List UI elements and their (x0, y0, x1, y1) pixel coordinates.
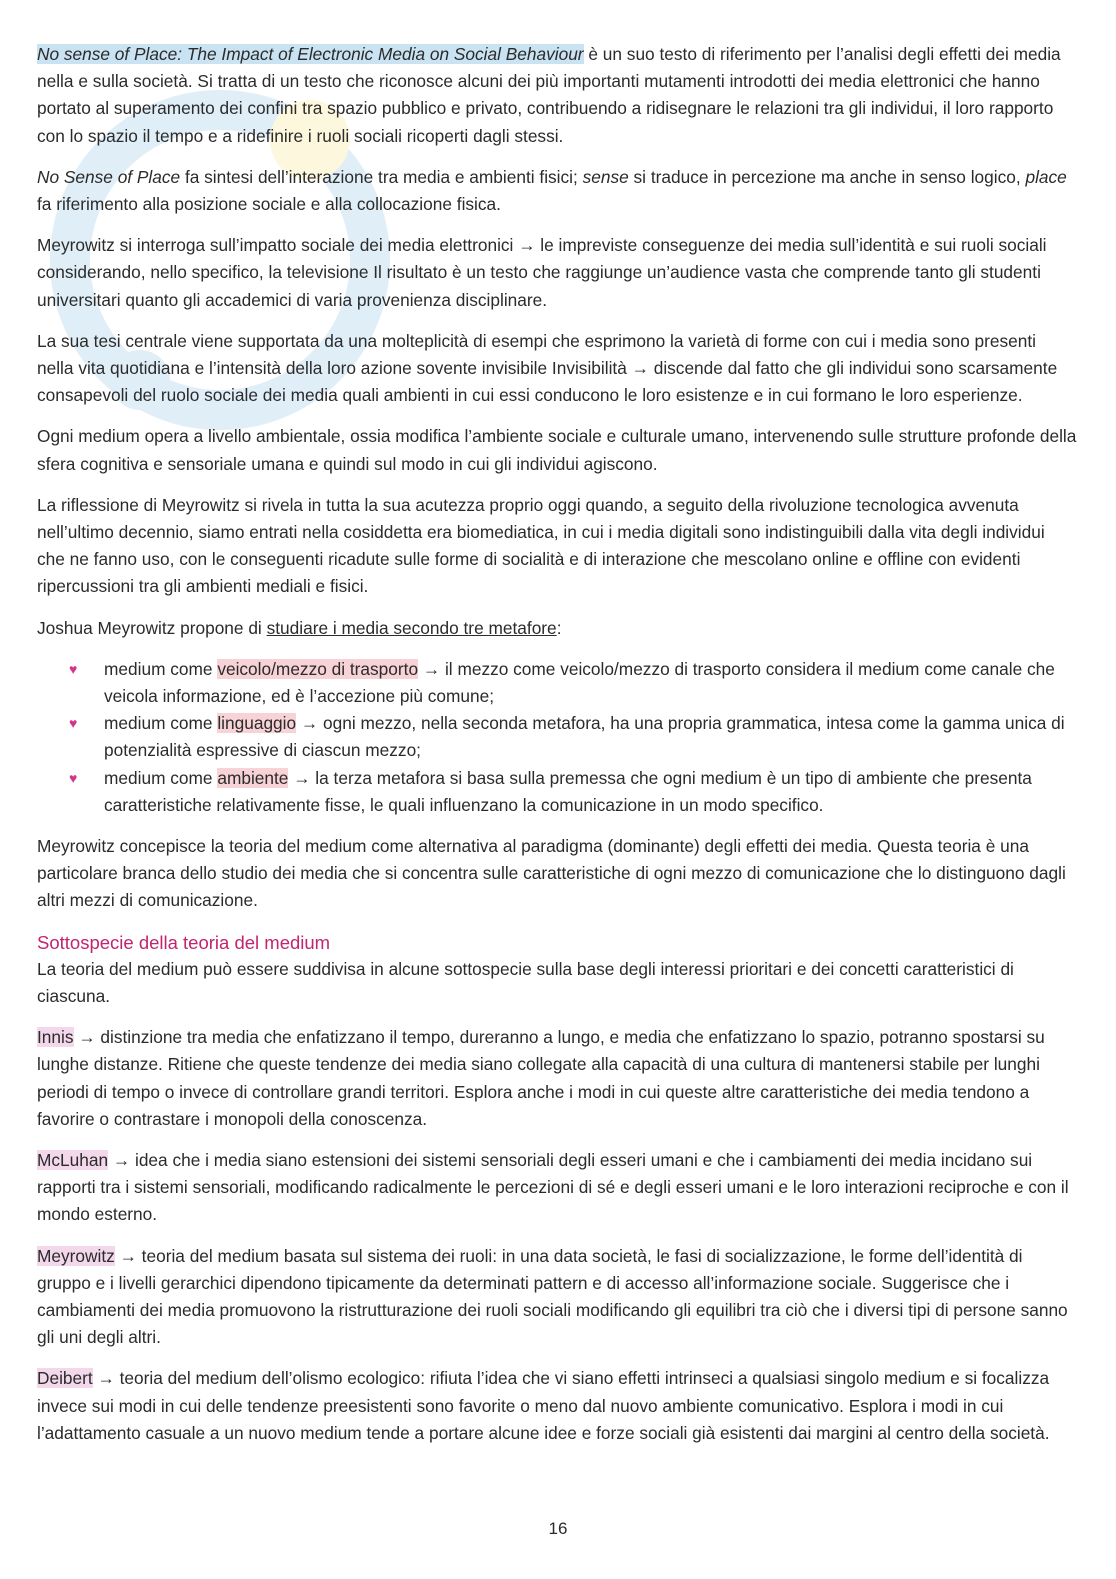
paragraph-metaphors-intro: Joshua Meyrowitz propone di studiare i media secondo tre metafore: (37, 617, 562, 638)
paragraph-thesis: La sua tesi centrale viene supportata da una molteplicità di esempi che esprimono la varietà di forme con cui i media sono presenti nella vita quotidiana e l’intensità della loro azione sovente invisibile Invisibilità → discende dal fatto che gli individui sono scarsamente consapevoli del ruolo sociale dei media quali ambienti in cui essi conducono le loro esistenze e in cui formano le loro esperienze. (37, 330, 1058, 406)
paragraph-biomediatic: La riflessione di Meyrowitz si rivela in tutta la sua acutezza proprio oggi quando, a seguito della rivoluzione tecnologica avvenuta nell’ultimo decennio, siamo entrati nella cosiddetta era biomediatica, in cui i media digitali sono indistinguibili dalla vita degli individui che ne fanno uso, con le conseguenti ricadute sulle forme di socialità e di interazione che mescolano online e offline con evidenti ripercussioni tra gli ambienti mediali e fisici. (37, 494, 1045, 597)
paragraph-mcluhan: McLuhan → idea che i media siano estensioni dei sistemi sensoriali degli esseri umani e che i cambiamenti dei media incidano sui rapporti tra i sistemi sensoriali, modificando radicalmente le percezioni di sé e degli esseri umani e le loro interazioni reciproche e con il mondo esterno. (37, 1149, 1069, 1225)
paragraph-meyrowitz: Meyrowitz → teoria del medium basata sul sistema dei ruoli: in una data società, le fasi di socializzazione, le forme dell’identità di gruppo e i livelli gerarchici dipendono tipicamente da determinati pattern e di accesso all’informazione sociale. Suggerisce che i cambiamenti dei media promuovono la ristrutturazione dei ruoli sociali modificando gli equilibri tra ciò che i diversi tipi di persone sanno gli uni degli altri. (37, 1245, 1068, 1348)
theorist-name: Meyrowitz (37, 1245, 115, 1266)
page-number: 16 (548, 1519, 568, 1538)
paragraph-no-sense-of-place: No Sense of Place fa sintesi dell’interazione tra media e ambienti fisici; sense si traduce in percezione ma anche in senso logico, place fa riferimento alla posizione sociale e alla collocazione fisica. (37, 166, 1067, 215)
document-page (37, 41, 1077, 1461)
heart-icon: ♥ (69, 769, 78, 786)
heart-icon: ♥ (69, 715, 78, 732)
metaphor-list (37, 656, 1077, 819)
paragraph-deibert: Deibert → teoria del medium dell’olismo ecologico: rifiuta l’idea che vi siano effetti intrinseci a qualsiasi singolo medium e si focalizza invece sui modi in cui delle tendenze preesistenti sono favorite o meno dal nuovo ambiente comunicativo. Esplora i modi in cui l’adattamento casuale a un nuovo medium tende a portare alcune idee e forze sociali già esistenti dai margini al centro della società. (37, 1368, 1050, 1443)
list-item: ♥ medium come linguaggio → ogni mezzo, nella seconda metafora, ha una propria grammatica, intesa come la gamma unica di potenzialità espressive di ciascun mezzo; (37, 710, 1077, 764)
paragraph-environment: Ogni medium opera a livello ambientale, ossia modifica l’ambiente sociale e culturale umano, intervenendo sulle strutture profonde della sfera cognitiva e sensoriale umana e quindi sul modo in cui gli individui agiscono. (37, 426, 1077, 474)
theorist-name: McLuhan (37, 1149, 109, 1170)
paragraph-medium-theory: Meyrowitz concepisce la teoria del medium come alternativa al paradigma (dominante) degli effetti dei media. Questa teoria è una particolare branca dello studio dei media che si concentra sulle caratteristiche di ogni mezzo di comunicazione che lo distinguono dagli altri mezzi di comunicazione. (37, 836, 1066, 911)
list-item: ♥ medium come ambiente → la terza metafora si basa sulla premessa che ogni medium è un tipo di ambiente che presenta caratteristiche relativamente fisse, le quali influenzano la comunicazione in un modo specifico. (37, 765, 1077, 819)
book-title: No sense of Place: The Impact of Electronic Media on Social Behaviour (37, 44, 584, 64)
paragraph-intro: No sense of Place: The Impact of Electronic Media on Social Behaviour è un suo testo di riferimento per l’analisi degli effetti dei media nella e sulla società. Si tratta di un testo che riconosce alcuni dei più importanti mutamenti introdotti dei media elettronici che hanno portato al superamento dei confini tra spazio pubblico e privato, contribuendo a ridisegnare le relazioni tra gli individui, il loro rapporto con lo spazio il tempo e a ridefinire i ruoli sociali ricoperti dagli stessi. (37, 44, 1061, 146)
theorist-name: Innis (37, 1027, 74, 1048)
theorist-name: Deibert (37, 1368, 93, 1389)
list-item: ♥ medium come veicolo/mezzo di trasporto → il mezzo come veicolo/mezzo di trasporto considera il medium come canale che veicola informazione, ed è l’accezione più comune; (37, 656, 1077, 710)
section-heading: Sottospecie della teoria del medium (37, 931, 331, 953)
paragraph-innis: Innis → distinzione tra media che enfatizzano il tempo, dureranno a lungo, e media che enfatizzano lo spazio, potranno spostarsi su lunghe distanze. Ritiene che queste tendenze dei media siano collegate alla capacità di una cultura di mantenersi stabile per lunghi periodi di tempo o invece di controllare grandi territori. Esplora anche i modi in cui queste altre caratteristiche dei media tendono a favorire o contrastare i monopoli della conoscenza. (37, 1027, 1045, 1129)
paragraph-section-intro: La teoria del medium può essere suddivisa in alcune sottospecie sulla base degli interessi prioritari e dei concetti caratteristici di ciascuna. (37, 958, 1014, 1006)
heart-icon: ♥ (69, 660, 78, 677)
paragraph-impact: Meyrowitz si interroga sull’impatto sociale dei media elettronici → le impreviste conseguenze dei media sull’identità e sui ruoli sociali considerando, nello specifico, la televisione Il risultato è un testo che raggiunge un’audience vasta che comprende tanto gli studenti universitari quanto gli accademici di varia provenienza disciplinare. (37, 235, 1047, 310)
